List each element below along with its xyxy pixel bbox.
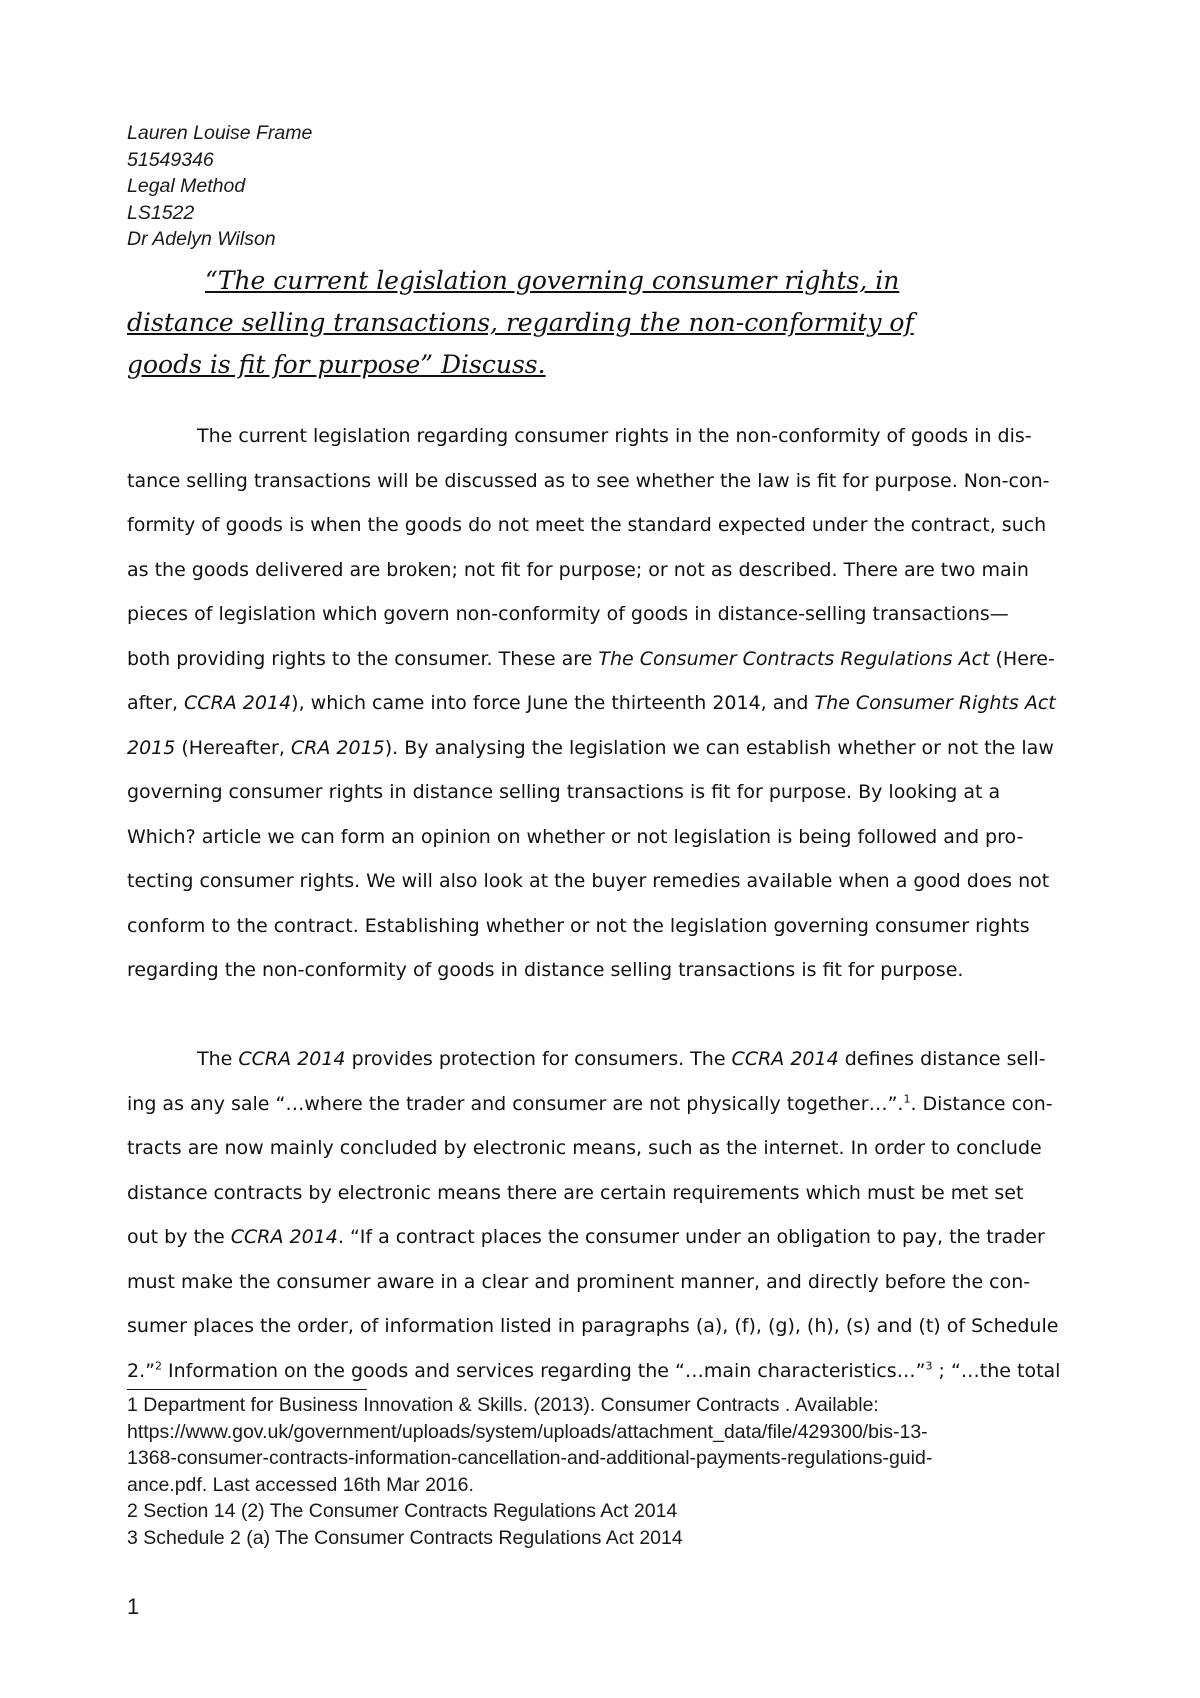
act-year-italic: 2015 (127, 736, 176, 759)
text-line: conform to the contract. Establishing whether or not the legislation governing consumer rights (127, 914, 1030, 937)
footnote-1-continued: https://www.gov.uk/government/uploads/system/uploads/attachment_data/file/429300/bis-13- (127, 1420, 928, 1443)
act-abbrev-italic: CCRA 2014 (230, 1226, 338, 1248)
text-line: formity of goods is when the goods do not meet the standard expected under the contract, such (127, 514, 1047, 536)
text-run: both providing rights to the consumer. These are (127, 647, 599, 670)
footnote-ref: 2 (154, 1359, 162, 1373)
text-line: Which? article we can form an opinion on whether or not legislation is being followed and pro- (127, 825, 1024, 848)
text-line: as the goods delivered are broken; not fit for purpose; or not as described. There are two main (127, 558, 1029, 581)
course-code: LS1522 (127, 201, 195, 224)
text-run: ), which came into force June the thirteenth 2014, and (291, 692, 815, 714)
text-run: ; “…the total (932, 1359, 1061, 1382)
text-run: The (197, 1048, 239, 1070)
footnote-ref: 1 (903, 1092, 911, 1106)
footnote-1: 1 Department for Business Innovation & Skills. (2013). Consumer Contracts . Available: (127, 1394, 879, 1416)
text-line: regarding the non-conformity of goods in distance selling transactions is fit for purpose. (127, 959, 964, 981)
text-line (127, 1037, 1079, 1082)
text-line: tecting consumer rights. We will also look at the buyer remedies available when a good does not (127, 870, 1050, 892)
text-line: must make the consumer aware in a clear and prominent manner, and directly before the con- (127, 1270, 1031, 1293)
act-abbrev-italic: CCRA 2014 (731, 1048, 839, 1070)
text-run: (Here- (989, 647, 1055, 670)
text-line (127, 726, 1079, 771)
text-run: out by the (127, 1226, 231, 1248)
footnote-ref: 3 (925, 1359, 933, 1373)
text-line: governing consumer rights in distance selling transactions is fit for purpose. By looking at a (127, 781, 1001, 803)
text-run: . “If a contract places the consumer under an obligation to pay, the trader (337, 1226, 1045, 1248)
text-run: 2.” (127, 1359, 155, 1382)
paragraph-ccra (127, 1037, 1079, 1393)
text-line (127, 1082, 1079, 1127)
footnote-2: 2 Section 14 (2) The Consumer Contracts Regulations Act 2014 (127, 1500, 678, 1522)
text-line: The current legislation regarding consumer rights in the non-conformity of goods in dis- (197, 425, 1032, 447)
text-run: (Hereafter, (175, 736, 291, 759)
text-run: defines distance sell- (838, 1048, 1046, 1070)
footnote-1-continued: 1368-consumer-contracts-information-cancellation-and-additional-payments-regulations-guid- (127, 1447, 933, 1469)
text-run: provides protection for consumers. The (345, 1048, 732, 1070)
text-line: pieces of legislation which govern non-conformity of goods in distance-selling transactions— (127, 603, 1009, 625)
author-header (127, 120, 312, 253)
act-abbrev-italic: CRA 2015 (290, 736, 385, 759)
student-id: 51549346 (127, 148, 214, 171)
title-line: distance selling transactions, regarding the non-conformity of (127, 308, 914, 337)
act-abbrev-italic: CCRA 2014 (184, 692, 292, 714)
author-name: Lauren Louise Frame (127, 122, 313, 144)
paragraph-introduction (127, 414, 1079, 993)
title-line: goods is fit for purpose” Discuss. (127, 350, 546, 379)
footnote-3: 3 Schedule 2 (a) The Consumer Contracts Regulations Act 2014 (127, 1526, 683, 1549)
act-name-italic: The Consumer Rights Act (814, 692, 1056, 714)
title-line: “The current legislation governing consumer rights, in (205, 266, 900, 295)
footnote-1-continued: ance.pdf. Last accessed 16th Mar 2016. (127, 1473, 474, 1496)
footnote-separator (127, 1389, 367, 1390)
text-line: tracts are now mainly concluded by electronic means, such as the internet. In order to conclude (127, 1137, 1042, 1159)
act-abbrev-italic: CCRA 2014 (238, 1048, 346, 1070)
essay-title (127, 260, 1087, 386)
act-name-italic: The Consumer Contracts Regulations Act (598, 647, 990, 670)
page-number: 1 (127, 1594, 140, 1619)
text-line: tance selling transactions will be discussed as to see whether the law is fit for purpose. Non-con- (127, 469, 1050, 492)
footnotes (127, 1392, 1087, 1551)
lecturer-name: Dr Adelyn Wilson (127, 228, 276, 250)
text-run: ing as any sale “…where the trader and consumer are not physically together…”. (127, 1092, 904, 1115)
text-run: . Distance con- (910, 1092, 1053, 1115)
text-line (127, 637, 1079, 682)
text-line (127, 681, 1079, 726)
text-line: sumer places the order, of information listed in paragraphs (a), (f), (g), (h), (s) and (t) of Schedule (127, 1315, 1059, 1337)
text-run: Information on the goods and services regarding the “…main characteristics…” (161, 1359, 926, 1382)
text-run: after, (127, 692, 185, 714)
text-line: distance contracts by electronic means there are certain requirements which must be met set (127, 1181, 1024, 1204)
course-name: Legal Method (127, 175, 246, 197)
text-line (127, 1215, 1079, 1260)
text-run: ). By analysing the legislation we can establish whether or not the law (384, 736, 1054, 759)
text-line (127, 1349, 1079, 1394)
